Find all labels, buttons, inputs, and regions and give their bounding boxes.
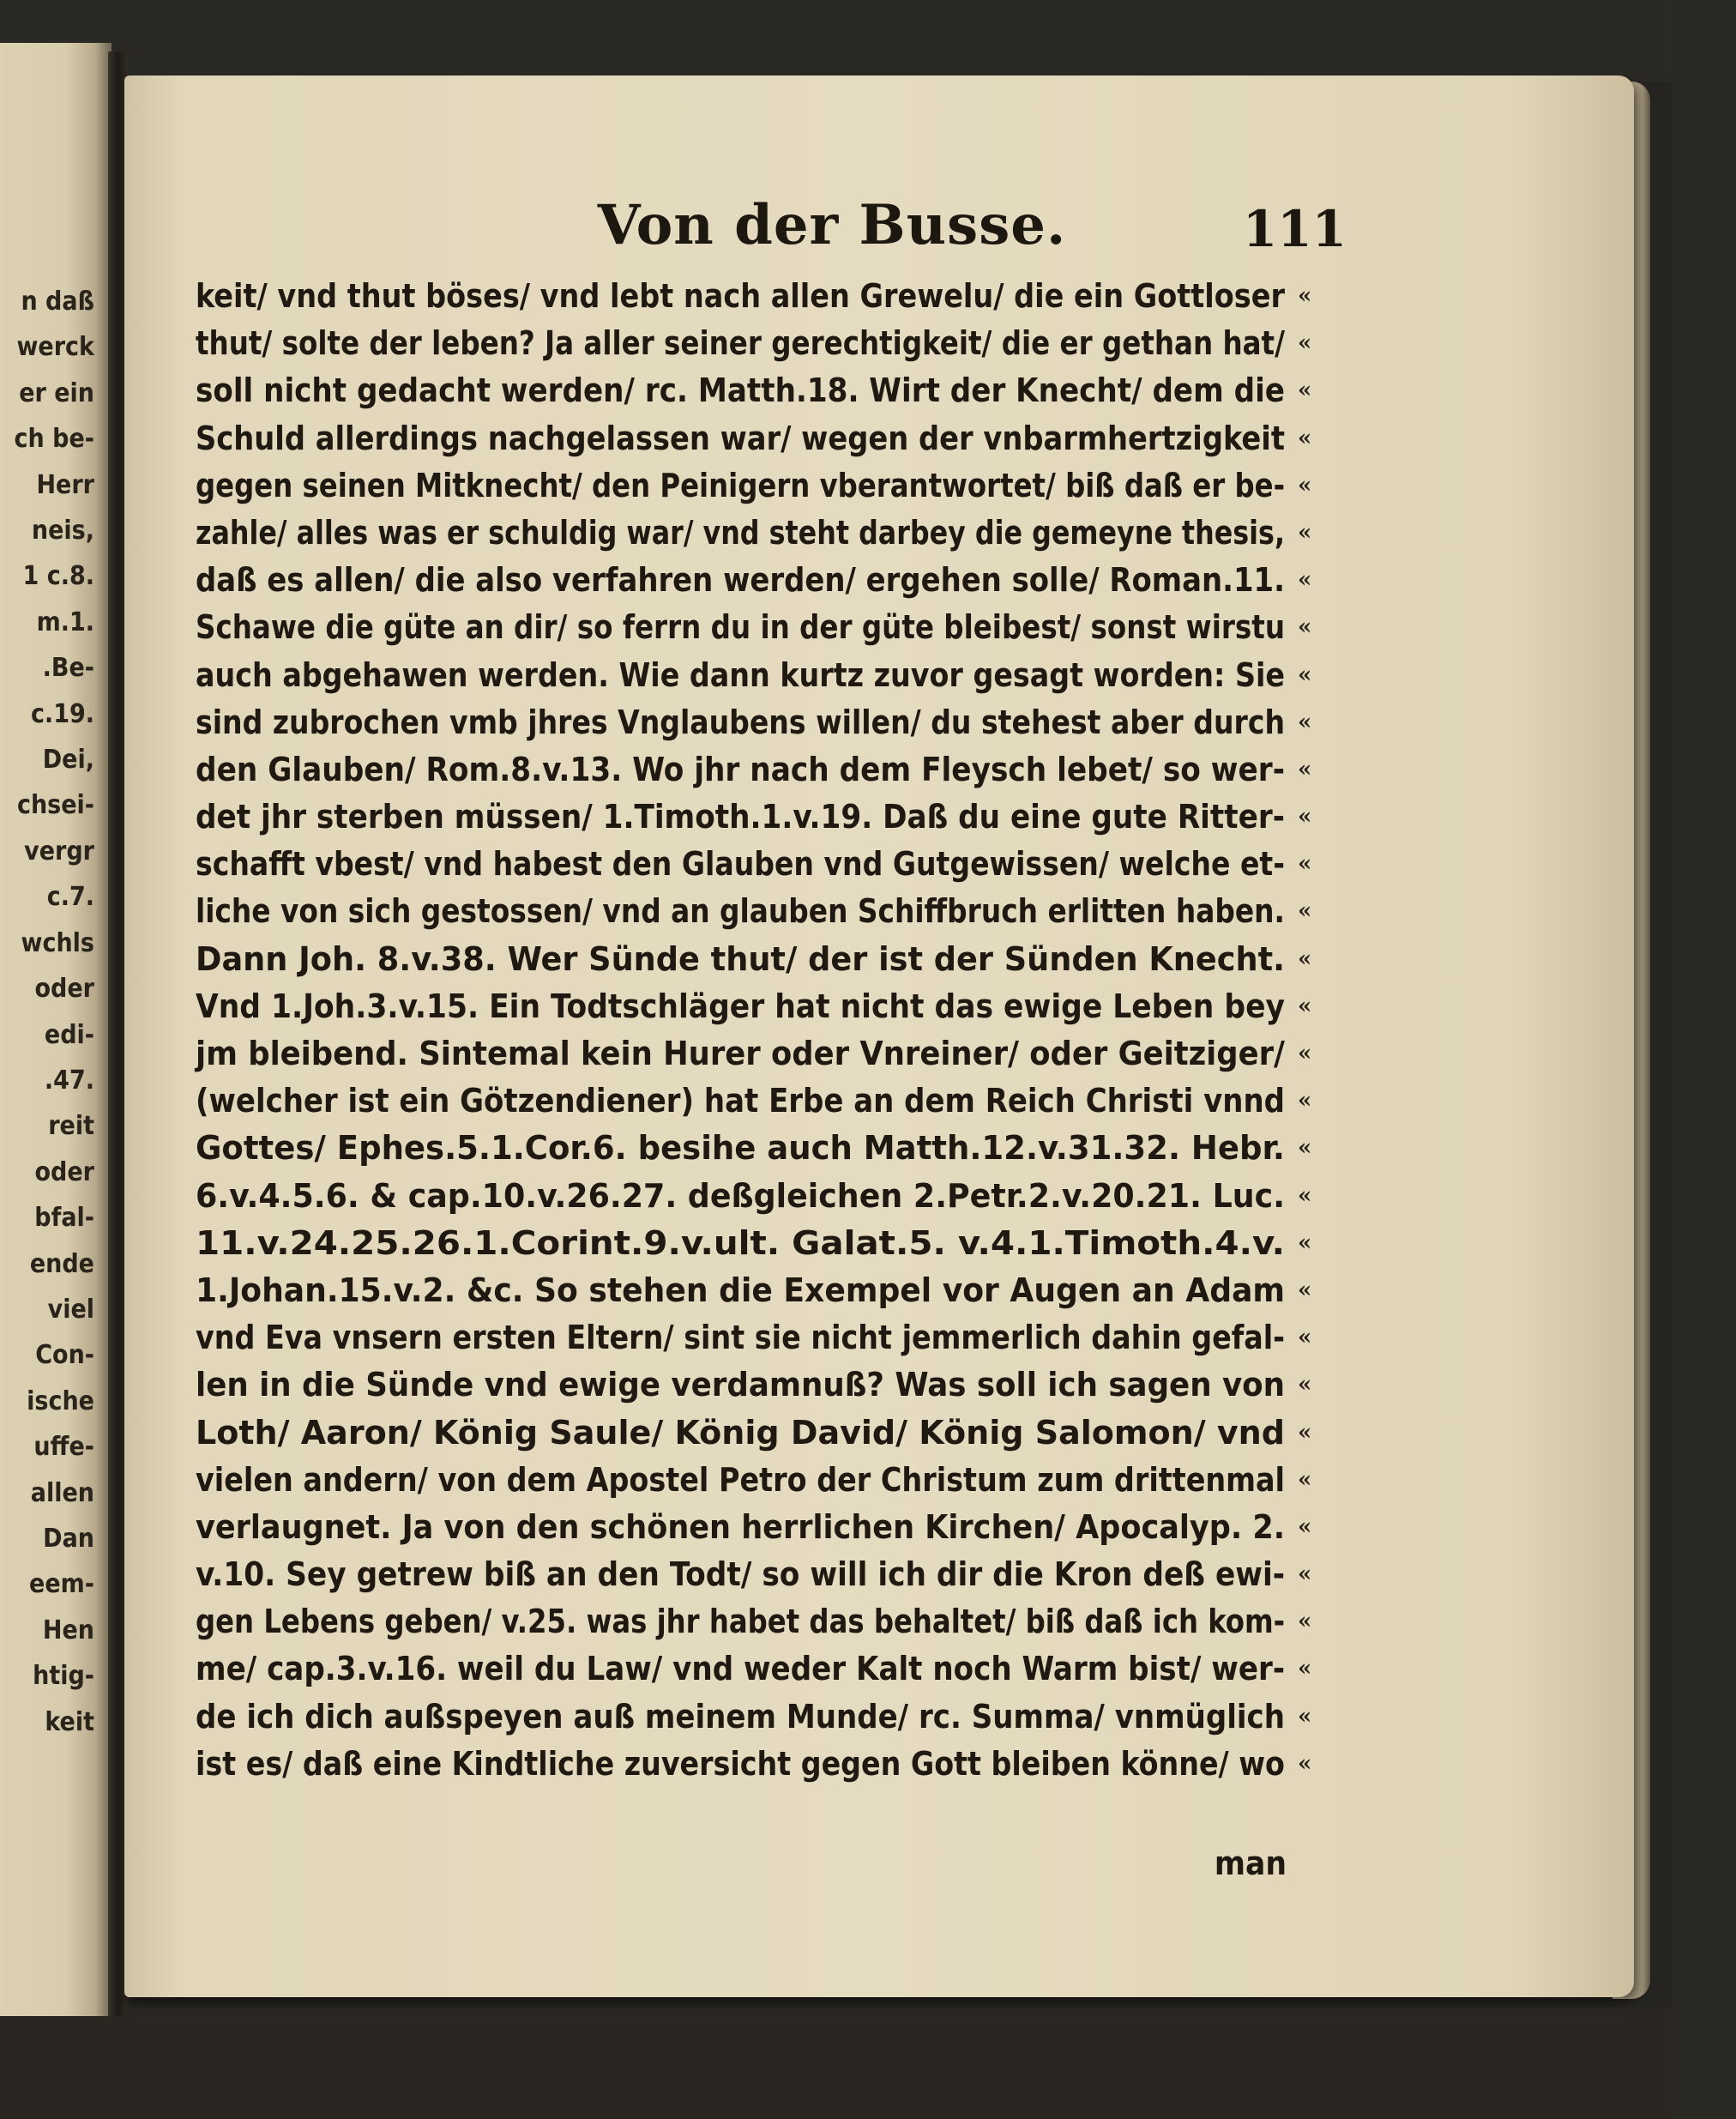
left-page-fragment: oder xyxy=(34,974,94,1005)
text-line xyxy=(196,1693,1328,1741)
left-page-fragment: Hen xyxy=(42,1615,94,1645)
left-page-fragment: wchls xyxy=(21,927,94,958)
text-line-content: v.10. Sey getrew biß an den Todt/ so will ich dir die Kron deß ewi- xyxy=(196,1555,1286,1595)
text-line xyxy=(196,1504,1328,1551)
text-line xyxy=(196,367,1328,414)
left-page-fragment: werck xyxy=(16,332,94,363)
margin-quote-mark: « xyxy=(1298,1325,1312,1351)
margin-quote-mark: « xyxy=(1298,1182,1312,1209)
background-bottom xyxy=(0,2007,1736,2119)
text-line-content: de ich dich außspeyen auß meinem Munde/ rc. Summa/ vnmüglich xyxy=(196,1697,1285,1736)
text-line-content: gen Lebens geben/ v.25. was jhr habet das behaltet/ biß daß ich kom- xyxy=(196,1603,1286,1642)
left-page-fragment: vergr xyxy=(24,836,94,866)
text-line-content: auch abgehawen werden. Wie dann kurtz zuvor gesagt worden: Sie xyxy=(196,655,1286,695)
left-page-fragment: allen xyxy=(30,1477,94,1508)
left-page-fragment: keit xyxy=(45,1706,94,1737)
background-right xyxy=(1673,0,1736,2119)
text-line-content: soll nicht gedacht werden/ rc. Matth.18. Wirt der Knecht/ dem die xyxy=(196,371,1285,411)
margin-quote-mark: « xyxy=(1298,283,1312,309)
text-line xyxy=(196,888,1328,935)
text-line xyxy=(196,1078,1328,1125)
text-line xyxy=(196,1220,1328,1267)
text-line-content: vielen andern/ von dem Apostel Petro der Christum zum drittenmal xyxy=(196,1460,1285,1500)
page-number: 111 xyxy=(1242,200,1347,258)
margin-quote-mark: « xyxy=(1298,898,1312,925)
left-page-fragment: Con- xyxy=(35,1340,94,1371)
left-page-fragment: oder xyxy=(34,1156,94,1187)
margin-quote-mark: « xyxy=(1298,330,1312,357)
text-line xyxy=(196,1267,1328,1314)
left-page-fragment: edi- xyxy=(44,1019,94,1050)
margin-quote-mark: « xyxy=(1298,1561,1312,1588)
text-line-content: Schawe die güte an dir/ so ferrn du in der güte bleibest/ sonst wirstu xyxy=(196,608,1286,648)
left-page-fragment: reit xyxy=(48,1111,94,1142)
margin-quote-mark: « xyxy=(1298,1513,1312,1540)
text-line-content: Gottes/ Ephes.5.1.Cor.6. besihe auch Matth.12.v.31.32. Hebr. xyxy=(196,1129,1285,1168)
left-page-fragment: Dei, xyxy=(42,745,94,776)
text-line-content: verlaugnet. Ja von den schönen herrlichen Kirchen/ Apocalyp. 2. xyxy=(196,1507,1286,1547)
text-line-content: daß es allen/ die also verfahren werden/ ergehen solle/ Roman.11. xyxy=(196,561,1286,601)
margin-quote-mark: « xyxy=(1298,1229,1312,1256)
margin-quote-mark: « xyxy=(1298,804,1312,830)
text-line xyxy=(196,1457,1328,1504)
text-line xyxy=(196,273,1328,320)
text-line-content: thut/ solte der leben? Ja aller seiner gerechtigkeit/ die er gethan hat/ xyxy=(196,324,1286,364)
left-page-fragment: .Be- xyxy=(42,653,94,684)
text-line-content: vnd Eva vnsern ersten Eltern/ sint sie nicht jemmerlich dahin gefal- xyxy=(196,1319,1286,1358)
margin-quote-mark: « xyxy=(1298,472,1312,498)
text-line xyxy=(196,746,1328,794)
body-text xyxy=(196,273,1328,1788)
margin-quote-mark: « xyxy=(1298,1277,1312,1303)
text-line-content: gegen seinen Mitknecht/ den Peinigern vberantwortet/ biß daß er be- xyxy=(196,466,1286,505)
text-line-content: ist es/ daß eine Kindtliche zuversicht gegen Gott bleiben könne/ wo xyxy=(196,1744,1285,1784)
left-page-fragment: .47. xyxy=(44,1065,94,1096)
margin-quote-mark: « xyxy=(1298,1372,1312,1398)
margin-quote-mark: « xyxy=(1298,567,1312,594)
text-line xyxy=(196,1314,1328,1361)
text-line xyxy=(196,1410,1328,1457)
text-line xyxy=(196,652,1328,699)
left-page-fragment: 1 c.8. xyxy=(22,561,94,592)
margin-quote-mark: « xyxy=(1298,1609,1312,1635)
text-line xyxy=(196,1645,1328,1693)
left-page-text xyxy=(0,279,94,1745)
text-line xyxy=(196,1361,1328,1409)
catchword: man xyxy=(1214,1844,1287,1883)
text-line xyxy=(196,462,1328,510)
running-title: Von der Busse. xyxy=(597,193,1067,257)
background-top xyxy=(0,0,1736,82)
text-line-content: len in die Sünde vnd ewige verdamnuß? Was soll ich sagen von xyxy=(196,1366,1286,1405)
text-line xyxy=(196,841,1328,888)
text-line-content: Dann Joh. 8.v.38. Wer Sünde thut/ der ist der Sünden Knecht. xyxy=(196,939,1286,979)
text-line-content: Schuld allerdings nachgelassen war/ wegen der vnbarmhertzigkeit xyxy=(196,419,1285,458)
margin-quote-mark: « xyxy=(1298,1656,1312,1682)
margin-quote-mark: « xyxy=(1298,614,1312,641)
left-page-fragment: viel xyxy=(47,1294,94,1325)
left-page-fragment: eem- xyxy=(29,1569,94,1600)
margin-quote-mark: « xyxy=(1298,1088,1312,1114)
text-line-content: schafft vbest/ vnd habest den Glauben vnd Gutgewissen/ welche et- xyxy=(196,845,1285,884)
margin-quote-mark: « xyxy=(1298,661,1312,688)
left-page-fragment: ch be- xyxy=(14,424,94,455)
margin-quote-mark: « xyxy=(1298,709,1312,735)
text-line-content: liche von sich gestossen/ vnd an glauben Schiffbruch erlitten haben. xyxy=(196,892,1285,932)
margin-quote-mark: « xyxy=(1298,1419,1312,1446)
left-page-fragment: neis, xyxy=(31,516,94,546)
text-line-content: zahle/ alles was er schuldig war/ vnd steht darbey die gemeyne thesis, xyxy=(196,513,1286,552)
text-line-content: Vnd 1.Joh.3.v.15. Ein Todtschläger hat nicht das ewige Leben bey xyxy=(196,987,1285,1026)
margin-quote-mark: « xyxy=(1298,425,1312,451)
text-line xyxy=(196,936,1328,983)
left-page-fragment: Herr xyxy=(36,469,94,500)
text-line-content: 1.Johan.15.v.2. &c. So stehen die Exempel vor Augen an Adam xyxy=(196,1271,1286,1310)
margin-quote-mark: « xyxy=(1298,756,1312,782)
left-page-fragment: uffe- xyxy=(33,1432,94,1463)
text-line xyxy=(196,699,1328,746)
margin-quote-mark: « xyxy=(1298,1466,1312,1493)
left-page-fragment: er ein xyxy=(19,377,94,408)
left-page-fragment: n daß xyxy=(21,287,94,317)
page-header xyxy=(129,193,1736,262)
margin-quote-mark: « xyxy=(1298,945,1312,972)
text-line xyxy=(196,1598,1328,1645)
text-line xyxy=(196,415,1328,462)
margin-quote-mark: « xyxy=(1298,993,1312,1019)
text-line xyxy=(196,604,1328,651)
margin-quote-mark: « xyxy=(1298,1041,1312,1066)
text-line-content: 11.v.24.25.26.1.Corint.9.v.ult. Galat.5. v.4.1.Timoth.4.v. xyxy=(196,1223,1285,1263)
text-line-content: den Glauben/ Rom.8.v.13. Wo jhr nach dem Fleysch lebet/ so wer- xyxy=(196,750,1285,789)
margin-quote-mark: « xyxy=(1298,377,1312,404)
left-page-fragment: Dan xyxy=(43,1523,94,1554)
text-line-content: (welcher ist ein Götzendiener) hat Erbe an dem Reich Christi vnnd xyxy=(196,1082,1285,1121)
text-line xyxy=(196,1125,1328,1172)
text-line xyxy=(196,320,1328,367)
left-page-fragment: ende xyxy=(29,1248,94,1279)
text-line-content: Loth/ Aaron/ König Saule/ König David/ König Salomon/ vnd xyxy=(196,1413,1285,1452)
text-line xyxy=(196,1173,1328,1220)
text-line xyxy=(196,510,1328,557)
text-line-content: sind zubrochen vmb jhres Vnglaubens willen/ du stehest aber durch xyxy=(196,703,1286,742)
left-page-fragment: ische xyxy=(27,1386,94,1416)
text-line xyxy=(196,1741,1328,1788)
left-page-fragment: c.19. xyxy=(30,698,94,729)
left-page-fragment: c.7. xyxy=(46,882,94,913)
margin-quote-mark: « xyxy=(1298,1135,1312,1162)
margin-quote-mark: « xyxy=(1298,1750,1312,1777)
text-line-content: me/ cap.3.v.16. weil du Law/ vnd weder Kalt noch Warm bist/ wer- xyxy=(196,1650,1286,1689)
left-page-fragment: bfal- xyxy=(34,1203,94,1234)
text-line-content: 6.v.4.5.6. & cap.10.v.26.27. deßgleichen 2.Petr.2.v.20.21. Luc. xyxy=(196,1176,1286,1216)
text-line xyxy=(196,1551,1328,1598)
text-line xyxy=(196,794,1328,841)
left-page-fragment: htig- xyxy=(33,1661,94,1692)
margin-quote-mark: « xyxy=(1298,1703,1312,1730)
text-line-content: keit/ vnd thut böses/ vnd lebt nach allen Grewelu/ die ein Gottloser xyxy=(196,277,1285,316)
text-line xyxy=(196,1030,1328,1078)
margin-quote-mark: « xyxy=(1298,851,1312,878)
text-line-content: jm bleibend. Sintemal kein Hurer oder Vnreiner/ oder Geitziger/ xyxy=(196,1035,1285,1073)
margin-quote-mark: « xyxy=(1298,519,1312,546)
text-line xyxy=(196,557,1328,604)
left-page-fragment: chsei- xyxy=(16,790,94,821)
text-line-content: det jhr sterben müssen/ 1.Timoth.1.v.19. Daß du eine gute Ritter- xyxy=(196,798,1285,837)
text-line xyxy=(196,983,1328,1030)
left-page-fragment: m.1. xyxy=(36,607,94,637)
